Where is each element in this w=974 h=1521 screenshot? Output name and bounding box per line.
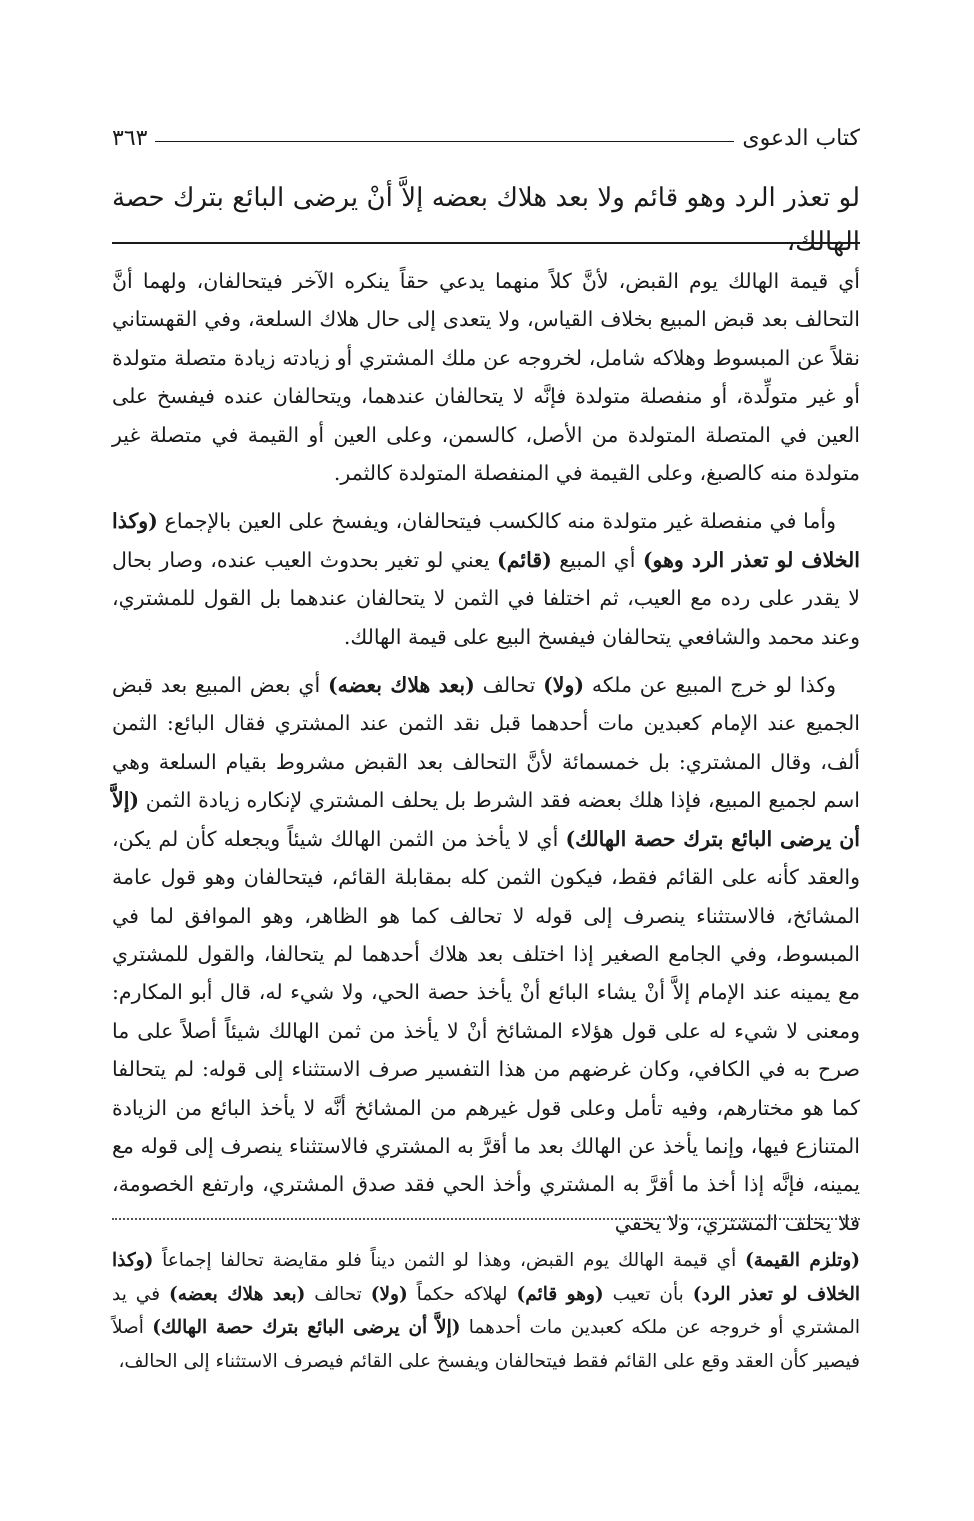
matn-quote: (بعد هلاك بعضه) <box>327 673 475 698</box>
footnote-text: أصلاً فيصير كأن العقد وقع على القائم فقط فيتحالفان ويفسخ على القائم فيصرف الاستثناء إلى الحالف، <box>112 1317 860 1372</box>
matn-text: لو تعذر الرد وهو قائم ولا بعد هلاك بعضه إلاَّ أنْ يرضى البائع بترك حصة الهالك، <box>112 183 860 257</box>
header-rule <box>155 141 734 142</box>
commentary-text: أي المبيع <box>551 547 643 572</box>
matn-separator <box>112 242 860 244</box>
commentary-paragraph <box>112 666 860 1242</box>
footnote-text: لهلاكه حكماً <box>407 1283 517 1305</box>
matn-quote: (وكذا الخلاف لو تعذر الرد وهو) <box>112 509 860 572</box>
commentary-body <box>112 262 860 1252</box>
matn-quote: (ولا) <box>543 673 585 698</box>
footnote-text: تحالف <box>305 1283 371 1305</box>
footnote-text: بأن تعيب <box>603 1283 693 1305</box>
footnote-text: في يد المشتري أو خروجه عن ملكه كعبدين مات أحدهما <box>112 1283 860 1338</box>
matn-quote: (وتلزم القيمة) <box>744 1250 860 1271</box>
matn-quote: (إلاَّ أن يرضى البائع بترك حصة الهالك) <box>152 1317 461 1338</box>
matn-quote: (قائم) <box>497 547 552 572</box>
matn-quote: (وكذا الخلاف لو تعذر الرد) <box>112 1250 860 1305</box>
commentary-text: تحالف <box>474 673 544 698</box>
page-number: ٣٦٣ <box>112 125 148 151</box>
matn-quote: (إلاَّ أن يرضى البائع بترك حصة الهالك) <box>112 788 860 851</box>
book-title: كتاب الدعوى <box>742 125 860 151</box>
commentary-text: وكذا لو خرج المبيع عن ملكه <box>584 673 836 698</box>
matn-quote: (وهو قائم) <box>516 1283 604 1305</box>
commentary-text: يعني لو تغير بحدوث العيب عنده، وصار بحال لا يقدر على رده مع العيب، ثم اختلفا في الثمن لا يتحالفان عندهما بل القول للمشتري، وعند محمد والشافعي يتحالفان فيفسخ البيع على قيمة الهالك. <box>112 547 860 649</box>
footnote-separator <box>112 1218 860 1226</box>
footnote-text: أي قيمة الهالك يوم القبض، وهذا لو الثمن ديناً فلو مقايضة تحالفا إجماعاً <box>153 1250 745 1271</box>
footnote-body <box>112 1244 860 1378</box>
footnote-paragraph <box>112 1244 860 1378</box>
matn-quote: (بعد هلاك بعضه) <box>169 1283 306 1305</box>
commentary-text: أي لا يأخذ من الثمن الهالك شيئاً ويجعله كأن لم يكن، والعقد كأنه على القائم فقط، فيكون الثمن كله بمقابلة القائم، فيتحالفان وهو قول عامة المشائخ، فالاستثناء ينصرف إلى قوله لا تحالف كما هو الظاهر، وهو الموافق لما في المبسوط، وفي الجامع الصغير إذا اختلف بعد هلاك أحدهما لم يتحالفا، والقول للمشتري مع يمينه عند الإمام إلاَّ أنْ يشاء البائع أنْ يأخذ حصة الحي، ولا شيء له، قال أبو المكارم: ومعنى لا شيء له على قول هؤلاء المشائخ أنْ لا يأخذ من ثمن الهالك شيئاً أصلاً على ما صرح به في الكافي، وكان غرضهم من هذا التفسير صرف الاستثناء إلى قوله: لم يتحالفا كما هو مختارهم، وفيه تأمل وعلى قول غيرهم من المشائخ أنَّه لا يأخذ البائع من الزيادة المتنازع فيها، وإنما يأخذ عن الهالك بعد ما أقرَّ به المشتري فالاستثناء ينصرف إلى قوله مع يمينه، فإنَّه إذا أخذ ما أقرَّ به المشتري وأخذ الحي فقد صدق المشتري، وارتفع الخصومة، فلا يحلف المشتري، ولا يخفي <box>112 826 860 1235</box>
commentary-text: أي بعض المبيع بعد قبض الجميع عند الإمام كعبدين مات أحدهما قبل نقد الثمن عند المشتري فقال البائع: الثمن ألف، وقال المشتري: بل خمسمائة لأنَّ التحالف بعد القبض مشروط بقيام السلعة وهي اسم لجميع المبيع، فإذا هلك بعضه فقد الشرط بل يحلف المشتري لإنكاره زيادة الثمن <box>112 673 860 813</box>
matn-quote: (ولا) <box>370 1283 408 1305</box>
commentary-paragraph <box>112 502 860 656</box>
commentary-text: وأما في منفصلة غير متولدة منه كالكسب فيتحالفان، ويفسخ على العين بالإجماع <box>157 509 836 534</box>
page-header <box>112 118 860 158</box>
commentary-paragraph: أي قيمة الهالك يوم القبض، لأنَّ كلاً منهما يدعي حقاً ينكره الآخر فيتحالفان، ولهما أنَّ التحالف بعد قبض المبيع بخلاف القياس، ولا يتعدى إلى حال هلاك السلعة، وفي القهستاني نقلاً عن المبسوط وهلاكه شامل، لخروجه عن ملك المشتري أو زيادته زيادة متصلة متولدة أو غير متولِّدة، أو منفصلة متولدة فإنَّه لا يتحالفان عندهما، ويتحالفان عنده فيفسخ على العين في المتصلة المتولدة من الأصل، كالسمن، وعلى العين أو القيمة في متصلة غير متولدة منه كالصبغ، وعلى القيمة في المنفصلة المتولدة كالثمر. <box>112 269 860 486</box>
